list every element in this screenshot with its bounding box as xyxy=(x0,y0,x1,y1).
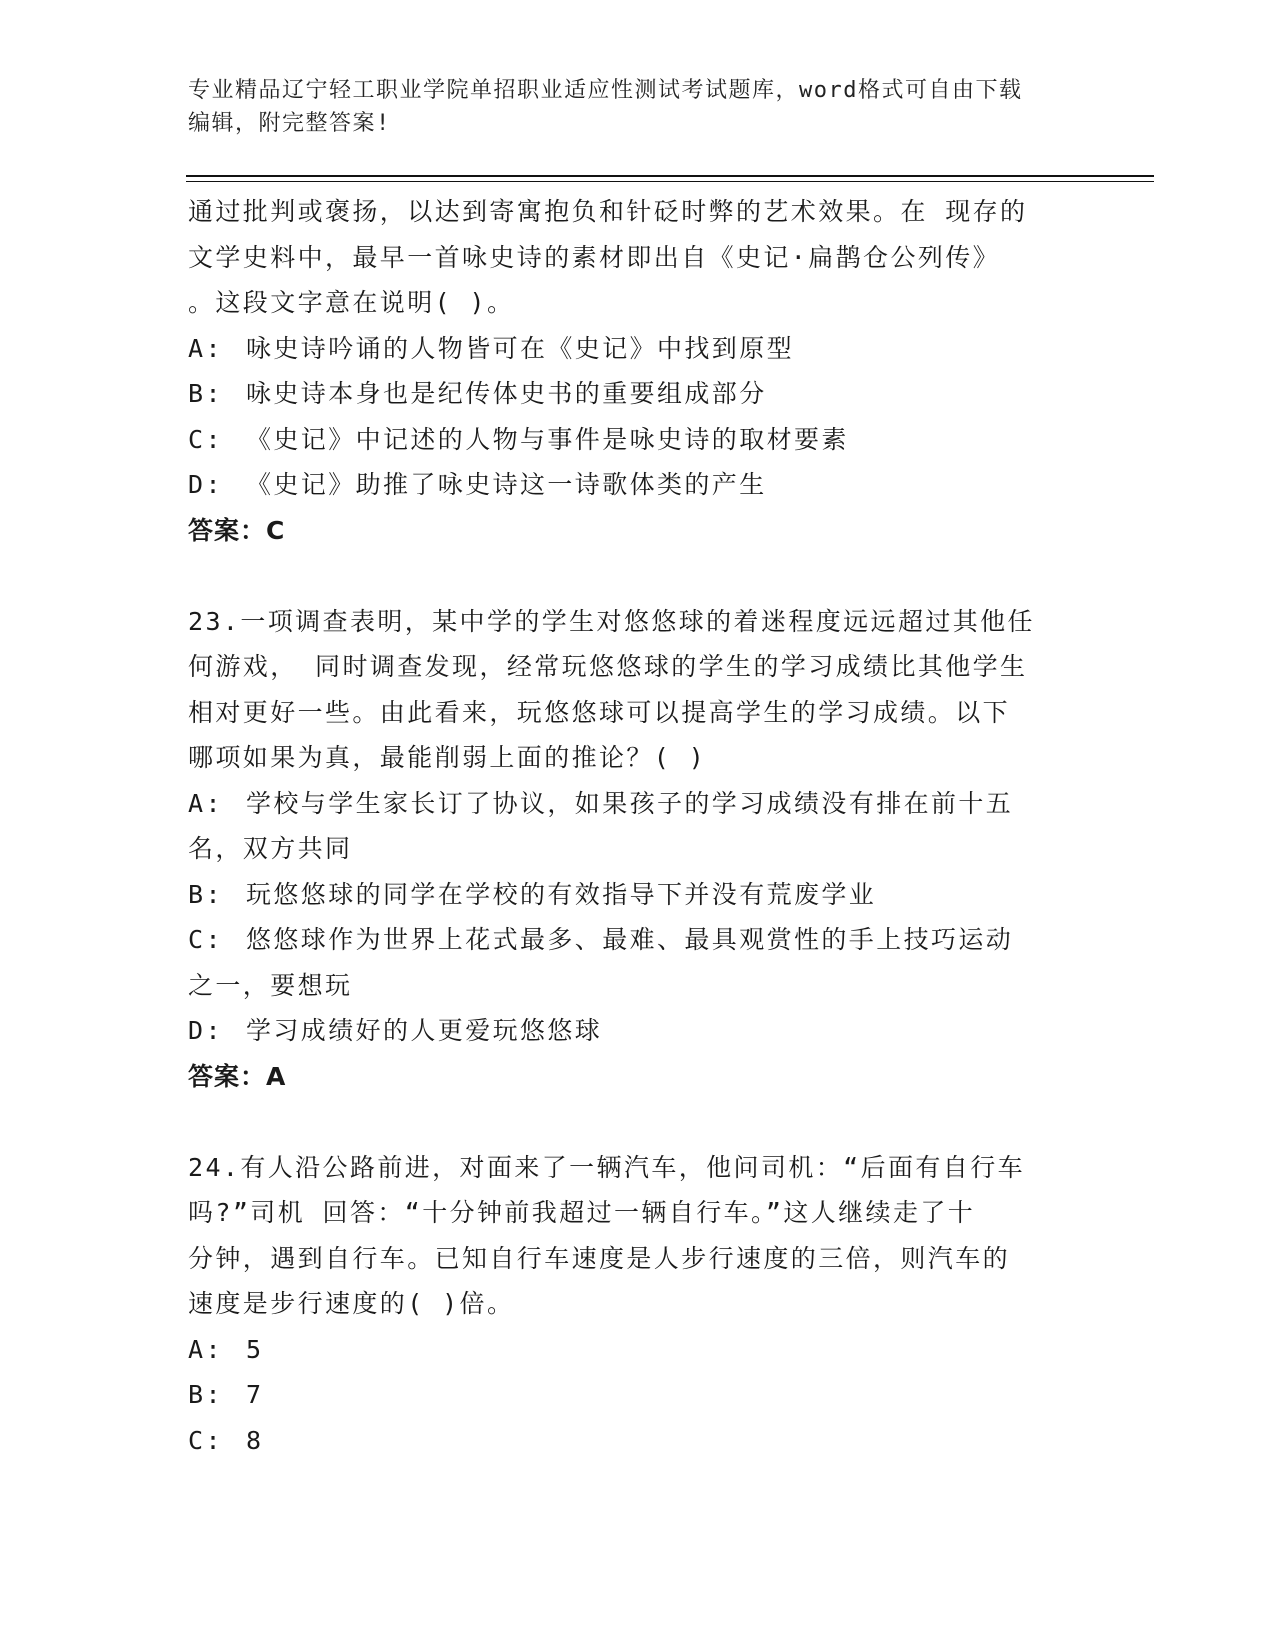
question-text-line: 文学史料中，最早一首咏史诗的素材即出自《史记·扁鹊仓公列传》 xyxy=(188,242,1001,272)
option-text: 8 xyxy=(246,1425,264,1455)
option-c xyxy=(188,1418,1068,1464)
option-text: 玩悠悠球的同学在学校的有效指导下并没有荒废学业 xyxy=(246,879,877,909)
option-text: 学习成绩好的人更爱玩悠悠球 xyxy=(246,1016,603,1045)
answer-label: 答案：C xyxy=(188,515,286,545)
header-divider-thick xyxy=(186,175,1154,177)
option-letter: C: xyxy=(188,925,223,954)
option-d xyxy=(188,1008,1068,1054)
option-text: 咏史诗吟诵的人物皆可在《史记》中找到原型 xyxy=(246,333,795,363)
option-letter: C: xyxy=(188,1425,223,1455)
answer-label: 答案：A xyxy=(188,1061,287,1091)
option-c xyxy=(188,917,1068,963)
question-text-line: 。这段文字意在说明( )。 xyxy=(188,288,515,317)
option-c-continued: 之一，要想玩 xyxy=(188,970,353,1000)
question-text-line: 吗?”司机 回答：“十分钟前我超过一辆自行车。”这人继续走了十 xyxy=(188,1198,976,1227)
question-text-line: 相对更好一些。由此看来，玩悠悠球可以提高学生的学习成绩。以下 xyxy=(188,697,1011,727)
option-text: 5 xyxy=(246,1334,264,1364)
header-divider-thin xyxy=(186,181,1154,182)
option-letter: A: xyxy=(188,1334,223,1364)
option-letter: C: xyxy=(188,424,223,454)
option-text: 《史记》中记述的人物与事件是咏史诗的取材要素 xyxy=(246,424,849,454)
option-text: 学校与学生家长订了协议，如果孩子的学习成绩没有排在前十五 xyxy=(246,788,1014,818)
option-text: 《史记》助推了咏史诗这一诗歌体类的产生 xyxy=(246,470,767,499)
question-text-line: 通过批判或褒扬，以达到寄寓抱负和针砭时弊的艺术效果。在 现存的 xyxy=(188,197,1028,226)
question-23 xyxy=(188,599,1068,1100)
question-text-line: 速度是步行速度的( )倍。 xyxy=(188,1289,515,1318)
question-text-line: 23.一项调查表明，某中学的学生对悠悠球的着迷程度远远超过其他任 xyxy=(188,606,1035,636)
header-line-2: 编辑，附完整答案! xyxy=(188,111,391,136)
document-body xyxy=(188,189,1068,1463)
option-letter: D: xyxy=(188,470,223,499)
question-text-line: 24.有人沿公路前进，对面来了一辆汽车，他问司机：“后面有自行车 xyxy=(188,1152,1026,1182)
spacer xyxy=(188,553,1068,599)
document-header xyxy=(188,74,1068,140)
option-a-continued: 名，双方共同 xyxy=(188,834,353,863)
option-c xyxy=(188,417,1068,463)
option-letter: B: xyxy=(188,379,223,408)
option-letter: A: xyxy=(188,788,223,818)
question-text-line: 哪项如果为真，最能削弱上面的推论？( ) xyxy=(188,743,707,772)
spacer xyxy=(188,1099,1068,1145)
option-a xyxy=(188,326,1068,372)
option-letter: B: xyxy=(188,1380,223,1409)
option-b xyxy=(188,371,1068,417)
question-text-line: 何游戏， 同时调查发现，经常玩悠悠球的学生的学习成绩比其他学生 xyxy=(188,652,1028,681)
question-22 xyxy=(188,189,1068,553)
option-a xyxy=(188,1327,1068,1373)
option-b xyxy=(188,872,1068,918)
option-a xyxy=(188,781,1068,827)
option-d xyxy=(188,462,1068,508)
question-text-line: 分钟，遇到自行车。已知自行车速度是人步行速度的三倍，则汽车的 xyxy=(188,1243,1011,1273)
option-letter: A: xyxy=(188,333,223,363)
header-line-1: 专业精品辽宁轻工职业学院单招职业适应性测试考试题库，word格式可自由下载 xyxy=(188,78,1023,103)
option-letter: B: xyxy=(188,879,223,909)
option-text: 悠悠球作为世界上花式最多、最难、最具观赏性的手上技巧运动 xyxy=(246,925,1014,954)
option-text: 7 xyxy=(246,1380,264,1409)
question-24 xyxy=(188,1145,1068,1464)
option-letter: D: xyxy=(188,1016,223,1045)
option-b xyxy=(188,1372,1068,1418)
option-text: 咏史诗本身也是纪传体史书的重要组成部分 xyxy=(246,379,767,408)
